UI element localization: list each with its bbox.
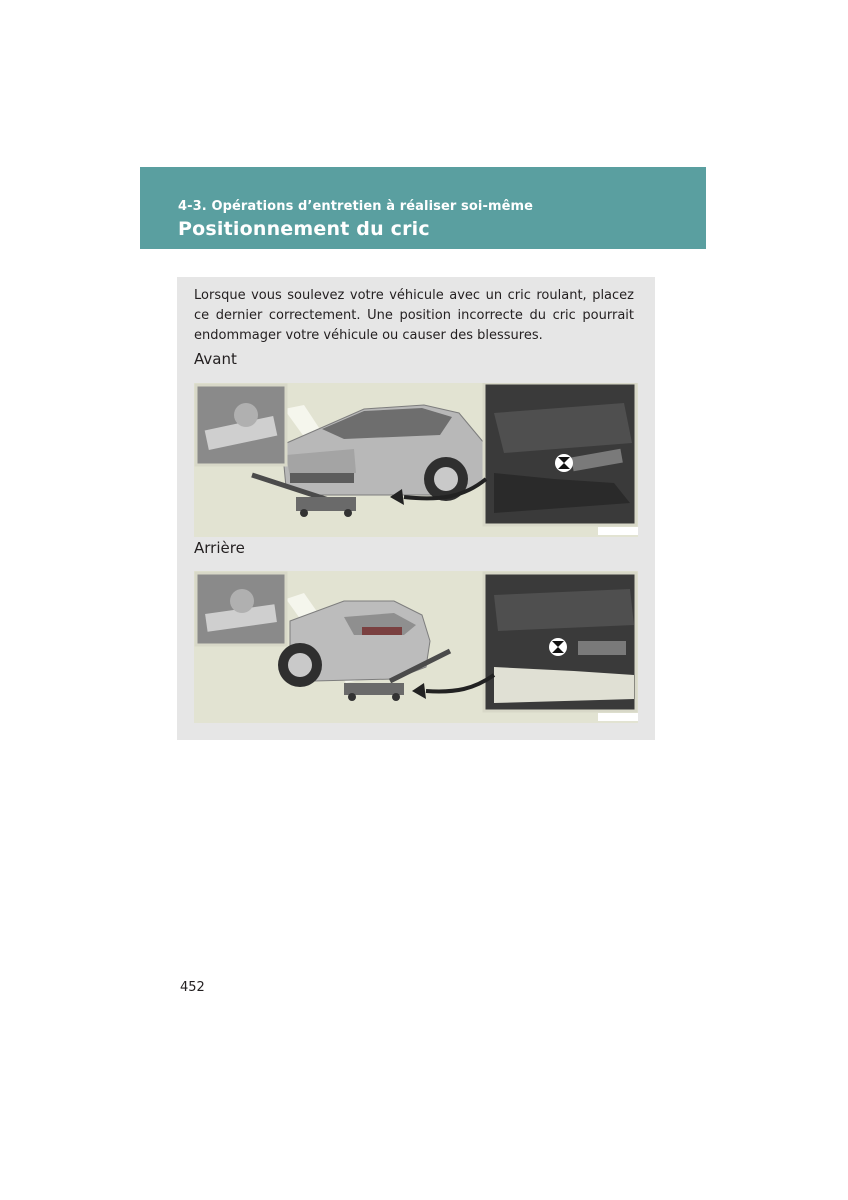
chapter-header (140, 167, 706, 249)
caution-panel (177, 277, 655, 740)
caution-text: Lorsque vous soulevez votre véhicule avec un cric roulant, placez ce dernier correctement. Une position incorrecte du cric pourrait endommager votre véhicule ou causer des blessures. (194, 288, 634, 343)
page-title: Positionnement du cric (178, 218, 430, 240)
rear-label: Arrière (194, 539, 245, 557)
page-number: 452 (180, 980, 205, 995)
front-label: Avant (194, 350, 237, 368)
rear-jack-figure (194, 571, 638, 723)
section-subtitle: 4-3. Opérations d’entretien à réaliser soi-même (178, 199, 534, 214)
front-jack-figure (194, 383, 638, 537)
